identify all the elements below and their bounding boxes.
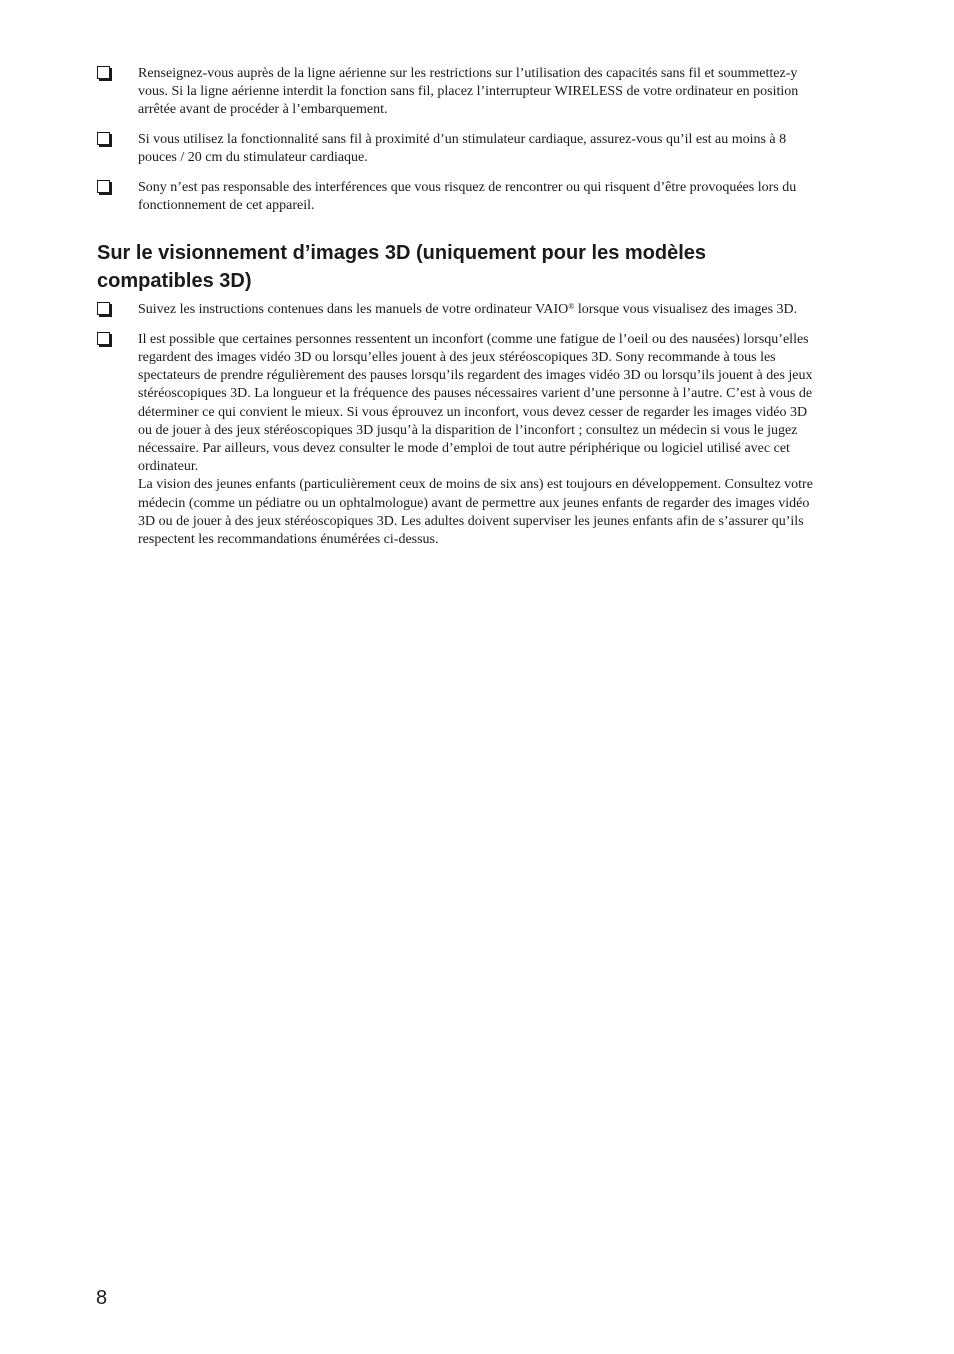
list-item-paragraph: Il est possible que certaines personnes ressentent un inconfort (comme une fatigue de l’oeil ou des nausées) lorsqu’elles regardent des images vidéo 3D ou lorsqu’elles jouent à des jeux stéréoscopiques 3D. Sony recommande à tous les spectateurs de prendre régulièrement des pauses lorsqu’ils regardent des images vidéo 3D ou lorsqu’ils jouent à des jeux stéréoscopiques 3D. La longueur et la fréquence des pauses nécessaires varient d’une personne à l’autre. C’est à vous de déterminer ce qui convient le mieux. Si vous éprouvez un inconfort, vous devez cesser de regarder les images vidéo 3D ou de jouer à des jeux stéréoscopiques 3D jusqu’à la disparition de l’inconfort ; consultez un médecin si vous le jugez nécessaire. Par ailleurs, vous devez consulter le mode d’emploi de tout autre périphérique ou logiciel utilisé avec cet ordinateur. bbox=[138, 331, 813, 475]
list-item-text: Renseignez-vous auprès de la ligne aérienne sur les restrictions sur l’utilisation des capacités sans fil et soummettez-y vous. Si la ligne aérienne interdit la fonction sans fil, placez l’interrupteur WIRELESS de votre ordinateur en position arrêtée avant de procéder à l’embarquement. bbox=[138, 66, 799, 118]
checkbox-bullet-icon bbox=[97, 332, 110, 345]
checkbox-bullet-icon bbox=[97, 66, 110, 79]
list-item-text-part: lorsque vous visualisez des images 3D. bbox=[574, 302, 798, 317]
list-item-text bbox=[138, 301, 824, 319]
registered-mark: ® bbox=[568, 302, 575, 311]
list-item-text: Si vous utilisez la fonctionnalité sans fil à proximité d’un stimulateur cardiaque, assurez-vous qu’il est au moins à 8 pouces / 20 cm du stimulateur cardiaque. bbox=[138, 132, 787, 166]
section-heading: Sur le visionnement d’images 3D (uniquement pour les modèles compatibles 3D) bbox=[97, 242, 707, 292]
checkbox-bullet-icon bbox=[97, 302, 110, 315]
list-item-text-part: Suivez les instructions contenues dans les manuels de votre ordinateur VAIO bbox=[138, 302, 569, 317]
list-item bbox=[0, 131, 954, 167]
list-item bbox=[0, 331, 954, 549]
checkbox-bullet-icon bbox=[97, 132, 110, 145]
bullet-list-wireless bbox=[0, 65, 954, 227]
list-item bbox=[0, 179, 954, 215]
list-item-paragraph: La vision des jeunes enfants (particulièrement ceux de moins de six ans) est toujours en développement. Consultez votre médecin (comme un pédiatre ou un ophtalmologue) avant de permettre aux jeunes enfants de regarder des images vidéo 3D ou de jouer à des jeux stéréoscopiques 3D. Les adultes doivent superviser les jeunes enfants afin de s’assurer qu’ils respectent les recommandations énumérées ci-dessus. bbox=[138, 477, 813, 547]
page-number: 8 bbox=[96, 1287, 108, 1309]
list-item-text: Sony n’est pas responsable des interférences que vous risquez de rencontrer ou qui risquent d’être provoquées lors du fonctionnement de cet appareil. bbox=[138, 180, 797, 214]
list-item bbox=[0, 65, 954, 120]
list-item bbox=[0, 301, 954, 319]
checkbox-bullet-icon bbox=[97, 180, 110, 193]
bullet-list-3d bbox=[0, 301, 954, 561]
